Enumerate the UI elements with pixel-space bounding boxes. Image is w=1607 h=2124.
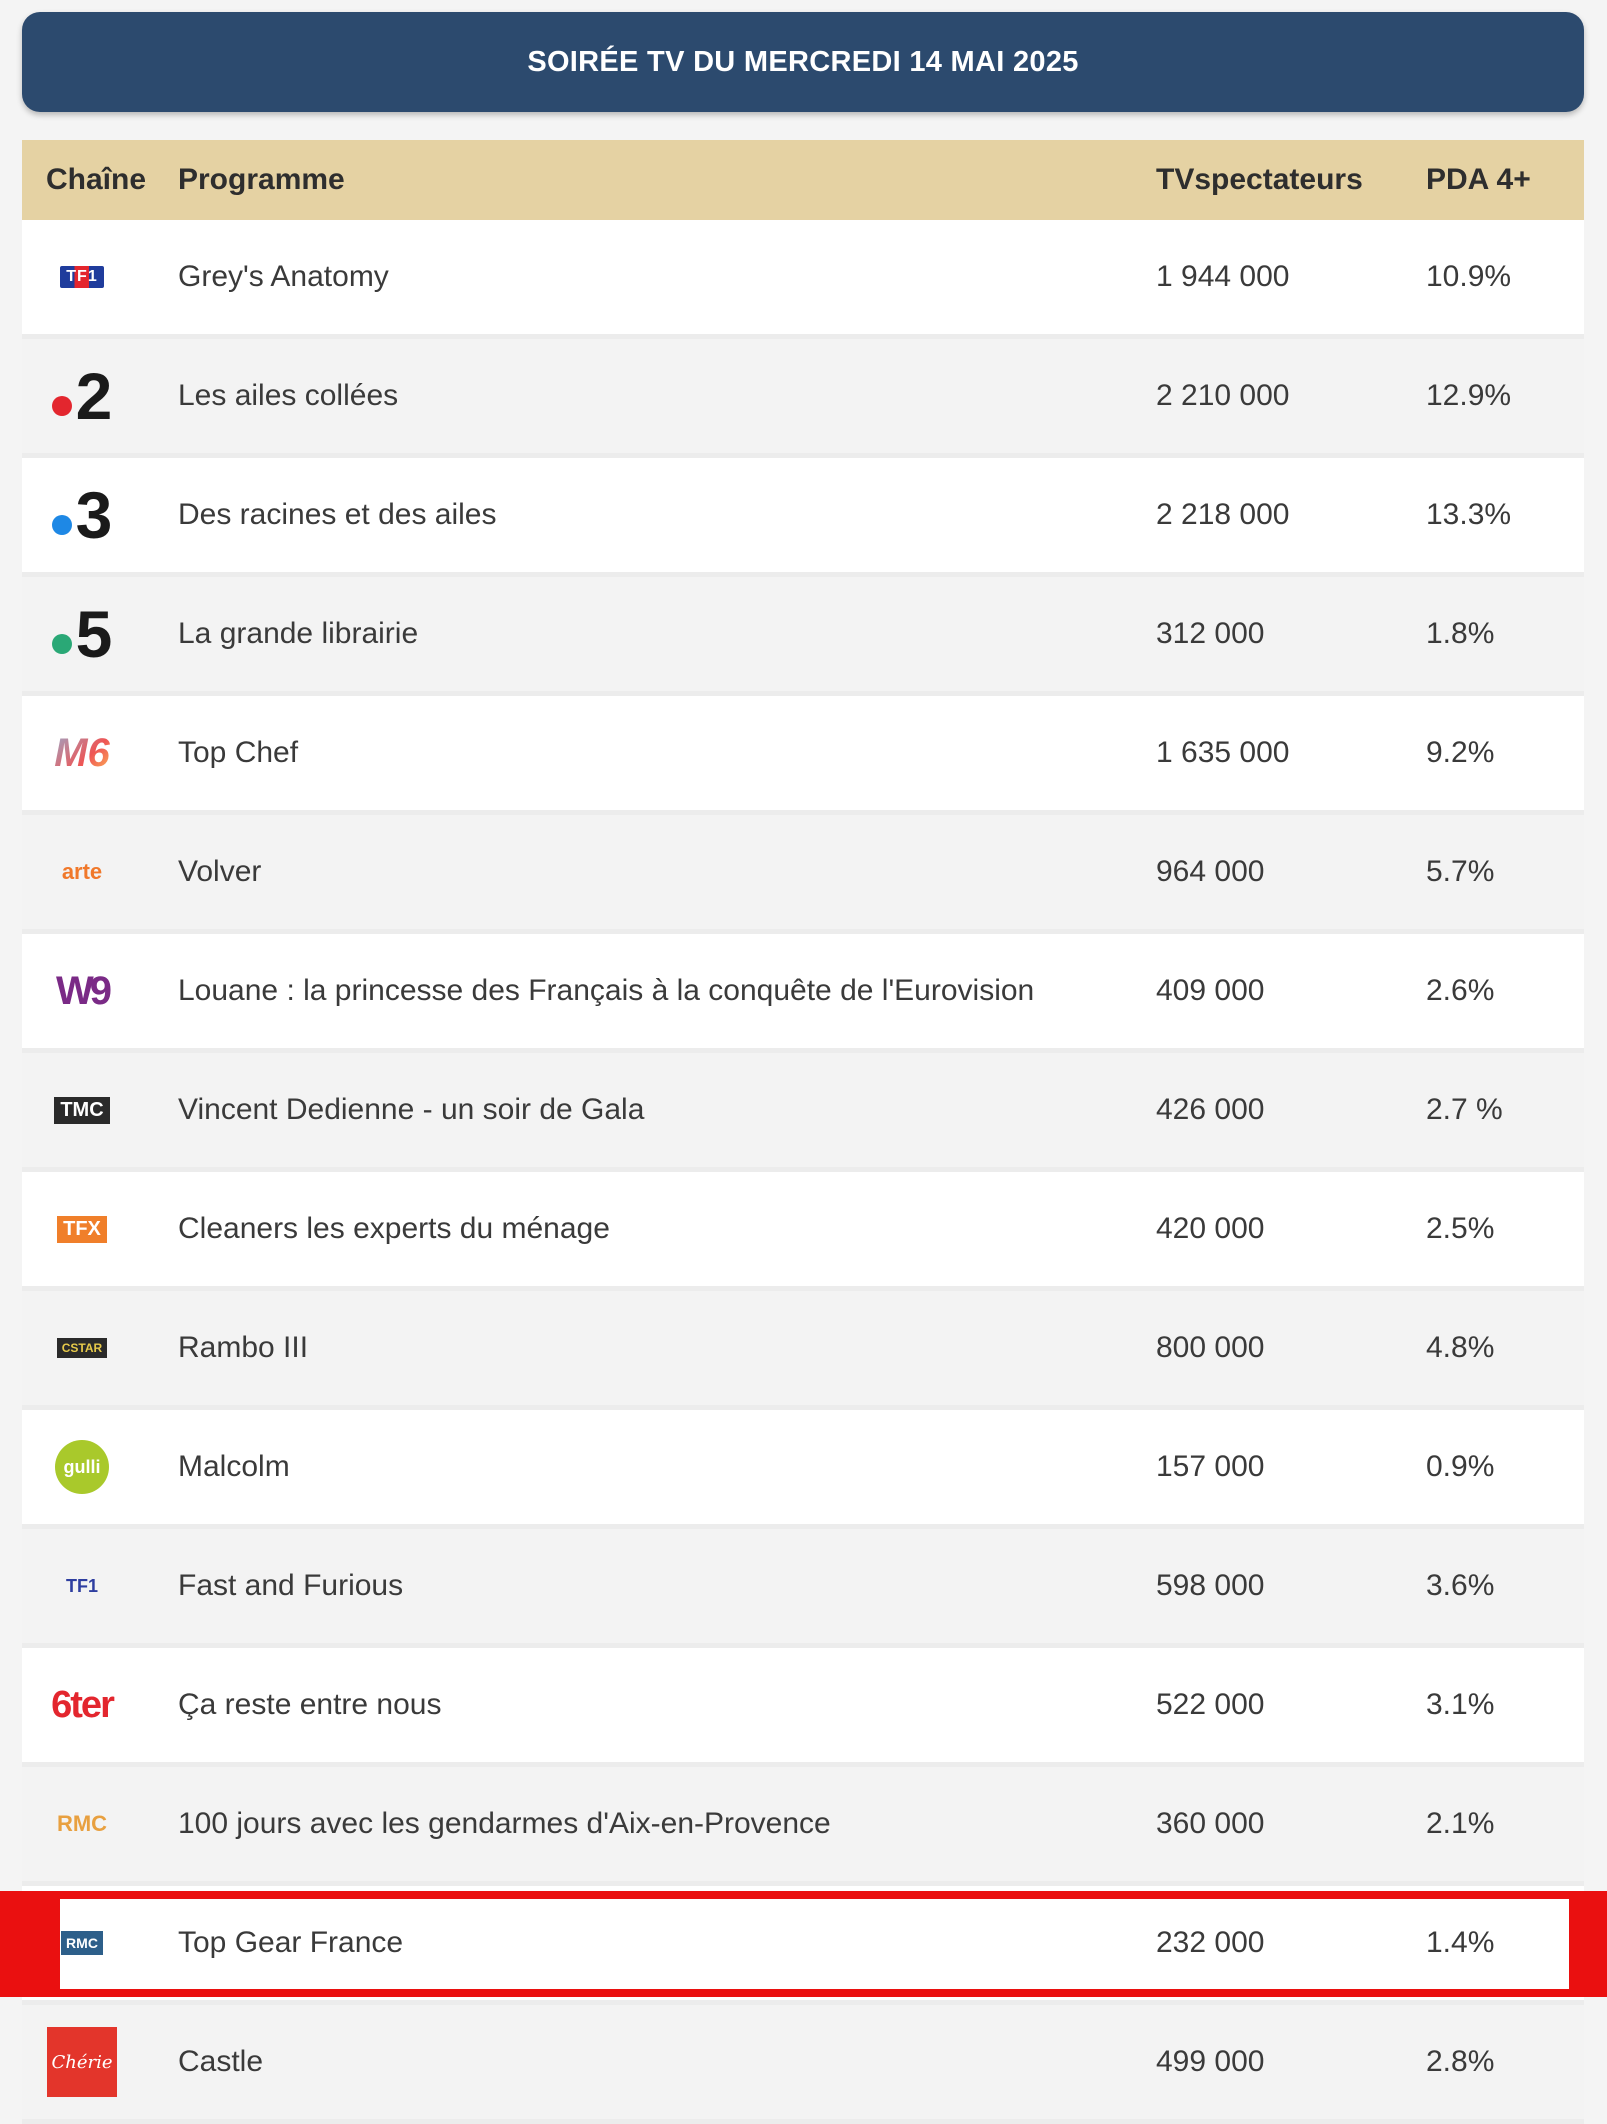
viewers-count: 312 000 xyxy=(1156,617,1265,650)
program-name: Rambo III xyxy=(178,1331,309,1364)
rmc-story-logo-icon: RMC xyxy=(56,1811,108,1836)
viewers-count: 522 000 xyxy=(1156,1688,1265,1721)
table-row xyxy=(22,1767,1584,1886)
table-row xyxy=(22,934,1584,1053)
viewers-count: 232 000 xyxy=(1156,1926,1265,1959)
column-header-viewers: TVspectateurs xyxy=(1156,163,1363,196)
pda-share: 2.8% xyxy=(1426,2045,1495,2078)
table-row xyxy=(22,458,1584,577)
cherie25-logo-icon: Chérie xyxy=(46,2026,118,2098)
table-row xyxy=(22,1529,1584,1648)
audience-table xyxy=(22,140,1584,2124)
france2-logo-icon: 2 xyxy=(46,360,118,432)
w9-logo-icon: W9 xyxy=(56,968,108,1013)
program-name: Malcolm xyxy=(178,1450,290,1483)
pda-share: 2.7 % xyxy=(1426,1093,1503,1126)
m6-logo-icon: M6 xyxy=(54,730,110,775)
table-row xyxy=(22,220,1584,339)
tmc-logo-icon: TMC xyxy=(46,1074,118,1146)
viewers-count: 360 000 xyxy=(1156,1807,1265,1840)
arte-logo-icon: arte xyxy=(61,859,103,884)
program-name: Top Chef xyxy=(178,736,299,769)
pda-share: 1.4% xyxy=(1426,1926,1495,1959)
page-title-banner xyxy=(22,12,1584,112)
program-name: Top Gear France xyxy=(178,1926,404,1959)
pda-share: 1.8% xyxy=(1426,617,1495,650)
table-row xyxy=(22,815,1584,934)
program-name: Des racines et des ailes xyxy=(178,498,497,531)
program-name: Grey's Anatomy xyxy=(178,260,389,293)
table-row xyxy=(22,339,1584,458)
table-row xyxy=(22,1172,1584,1291)
pda-share: 5.7% xyxy=(1426,855,1495,888)
viewers-count: 2 218 000 xyxy=(1156,498,1290,531)
viewers-count: 964 000 xyxy=(1156,855,1265,888)
table-row xyxy=(22,1053,1584,1172)
france5-logo-icon: 5 xyxy=(46,598,118,670)
pda-share: 4.8% xyxy=(1426,1331,1495,1364)
pda-share: 2.1% xyxy=(1426,1807,1495,1840)
program-name: Castle xyxy=(178,2045,264,2078)
pda-share: 13.3% xyxy=(1426,498,1512,531)
cstar-logo-icon: CSTAR xyxy=(46,1312,118,1384)
table-row xyxy=(22,577,1584,696)
program-name: La grande librairie xyxy=(178,617,419,650)
viewers-count: 598 000 xyxy=(1156,1569,1265,1602)
table-header xyxy=(22,140,1584,220)
pda-share: 3.1% xyxy=(1426,1688,1495,1721)
viewers-count: 420 000 xyxy=(1156,1212,1265,1245)
pda-share: 2.6% xyxy=(1426,974,1495,1007)
tf1-logo-icon: TF1 xyxy=(46,241,118,313)
pda-share: 10.9% xyxy=(1426,260,1512,293)
viewers-count: 1 944 000 xyxy=(1156,260,1290,293)
viewers-count: 800 000 xyxy=(1156,1331,1265,1364)
gulli-logo-icon: gulli xyxy=(46,1431,118,1503)
program-name: Vincent Dedienne - un soir de Gala xyxy=(178,1093,645,1126)
viewers-count: 157 000 xyxy=(1156,1450,1265,1483)
program-name: Fast and Furious xyxy=(178,1569,404,1602)
page-title: SOIRÉE TV DU MERCREDI 14 MAI 2025 xyxy=(527,45,1079,78)
tfx-logo-icon: TFX xyxy=(46,1193,118,1265)
column-header-program: Programme xyxy=(178,163,345,196)
column-header-pda: PDA 4+ xyxy=(1426,163,1531,196)
tf1-series-films-logo-icon: TF1 xyxy=(65,1575,98,1596)
pda-share: 9.2% xyxy=(1426,736,1495,769)
table-row xyxy=(22,1291,1584,1410)
program-name: 100 jours avec les gendarmes d'Aix-en-Provence xyxy=(178,1807,831,1840)
table-row xyxy=(22,2005,1584,2124)
rmc-life-logo-icon: RMC xyxy=(46,1907,118,1979)
pda-share: 0.9% xyxy=(1426,1450,1495,1483)
table-row-highlighted xyxy=(22,1886,1584,2005)
pda-share: 2.5% xyxy=(1426,1212,1495,1245)
france3-logo-icon: 3 xyxy=(46,479,118,551)
program-name: Cleaners les experts du ménage xyxy=(178,1212,610,1245)
pda-share: 12.9% xyxy=(1426,379,1512,412)
viewers-count: 1 635 000 xyxy=(1156,736,1290,769)
pda-share: 3.6% xyxy=(1426,1569,1495,1602)
program-name: Volver xyxy=(178,855,262,888)
table-row xyxy=(22,1648,1584,1767)
column-header-channel: Chaîne xyxy=(46,163,147,196)
program-name: Ça reste entre nous xyxy=(178,1688,442,1721)
viewers-count: 426 000 xyxy=(1156,1093,1265,1126)
viewers-count: 2 210 000 xyxy=(1156,379,1290,412)
6ter-logo-icon: 6ter xyxy=(51,1683,113,1726)
program-name: Louane : la princesse des Français à la conquête de l'Eurovision xyxy=(178,974,1035,1007)
viewers-count: 409 000 xyxy=(1156,974,1265,1007)
program-name: Les ailes collées xyxy=(178,379,399,412)
table-row xyxy=(22,1410,1584,1529)
viewers-count: 499 000 xyxy=(1156,2045,1265,2078)
table-row xyxy=(22,696,1584,815)
